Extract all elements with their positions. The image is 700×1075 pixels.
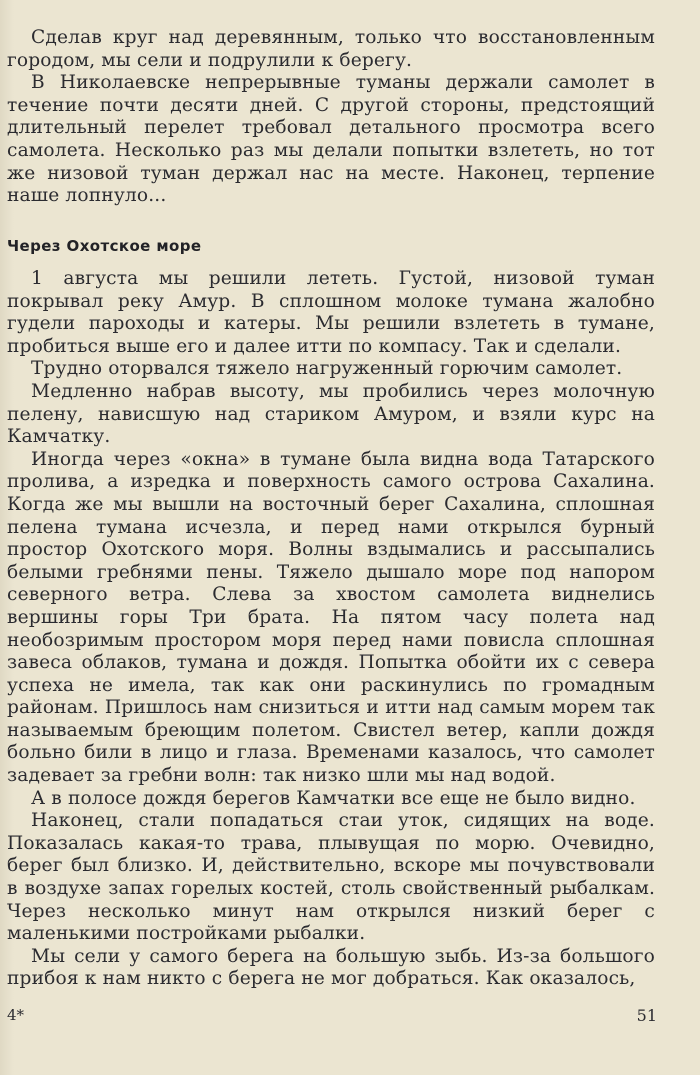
paragraph: Наконец, стали попадаться стаи уток, сидящих на воде. Показалась какая-то трава, плывущая по морю. Очевидно, берег был близко. И, действительно, вскоре мы почувствовали в воздухе запах горелых костей, столь свойственный рыбалкам. Через несколько минут нам открылся низкий берег с маленькими постройками рыбалки. xyxy=(7,810,655,945)
paragraph: Иногда через «окна» в тумане была видна вода Татарского пролива, а изредка и поверхность самого острова Сахалина. Когда же мы вышли на восточный берег Сахалина, сплошная пелена тумана исчезла, и перед нами открылся бурный простор Охотского моря. Волны вздымались и рассыпались белыми гребнями пены. Тяжело дышало море под напором северного ветра. Слева за хвостом самолета виднелись вершины горы Три брата. На пятом часу полета над необозримым простором моря перед нами повисла сплошная завеса облаков, тумана и дождя. Попытка обойти их с севера успеха не имела, так как они раскинулись по громадным районам. Пришлось нам снизиться и итти над самым морем так называемым бреющим полетом. Свистел ветер, капли дождя больно били в лицо и глаза. Временами казалось, что самолет задевает за гребни волн: так низко шли мы над водой. xyxy=(7,448,655,787)
top-text-block xyxy=(7,27,655,208)
paragraph: Мы сели у самого берега на большую зыбь. Из-за большого прибоя к нам никто с берега не мог добраться. Как оказалось, xyxy=(7,945,655,990)
paragraph: 1 августа мы решили лететь. Густой, низовой туман покрывал реку Амур. В сплошном молоке тумана жалобно гудели пароходы и катеры. Мы решили взлететь в тумане, пробиться выше его и далее итти по компасу. Так и сделали. xyxy=(7,268,655,357)
paragraph: В Николаевске непрерывные туманы держали самолет в течение почти десяти дней. С другой стороны, предстоящий длительный перелет требовал детального просмотра всего самолета. Несколько раз мы делали попытки взлететь, но тот же низовой туман держал нас на месте. Наконец, терпение наше лопнуло... xyxy=(7,72,655,207)
paragraph: Сделав круг над деревянным, только что восстановленным городом, мы сели и подрулили к берегу. xyxy=(7,27,655,71)
page-number: 51 xyxy=(636,1006,657,1025)
printer-signature-mark: 4* xyxy=(7,1006,25,1024)
main-text-block xyxy=(7,268,655,991)
paragraph: А в полосе дождя берегов Камчатки все еще не было видно. xyxy=(31,787,636,809)
section-heading: Через Охотское море xyxy=(7,237,202,255)
paragraph: Трудно оторвался тяжело нагруженный горючим самолет. xyxy=(31,358,623,380)
paragraph: Медленно набрав высоту, мы пробились через молочную пелену, нависшую над стариком Амуром, и взяли курс на Камчатку. xyxy=(7,380,655,448)
